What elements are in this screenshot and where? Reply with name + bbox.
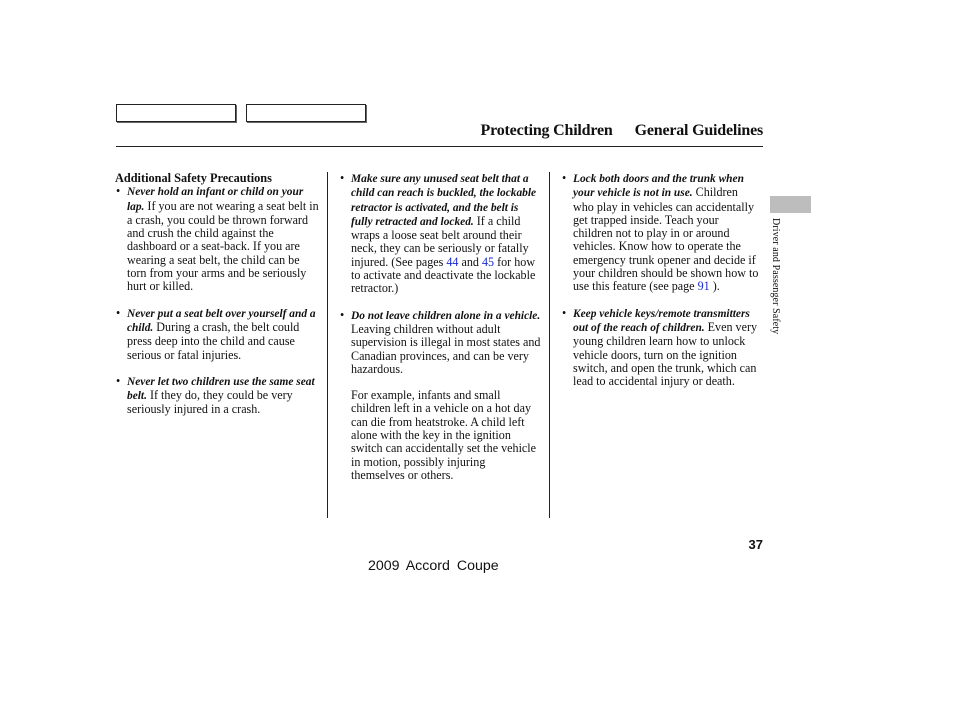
bullet-text: If a child wraps a loose seat belt around their neck, they can be seriously or fatally injured. (See pages [351, 213, 529, 269]
section-tab-label: Driver and Passenger Safety [770, 218, 781, 335]
page-header [430, 122, 763, 140]
bullet-lead: Lock both doors and the trunk when your vehicle is not in use. [573, 173, 744, 200]
bullet-lead: Keep vehicle keys/remote transmitters out of the reach of children. [573, 307, 750, 334]
section-title: Protecting Children [480, 122, 613, 139]
column-3 [561, 172, 761, 388]
bullet-text: Even very young children learn how to unlock vehicle doors, turn on the ignition switch, and open the trunk, which can lead to accidental injury or death. [573, 319, 758, 389]
list-item [561, 307, 761, 389]
bullet-text: and [458, 254, 482, 269]
bullet-text: for how to activate and deactivate the lockable retractor.) [351, 254, 536, 296]
page-link-91[interactable]: 91 [697, 279, 710, 294]
page-link-45[interactable]: 45 [481, 254, 495, 269]
bullet-text: Children who play in vehicles can accidentally get trapped inside. Teach your children not to play in or around vehicles. Know how to operate the emergency trunk opener and decide if your children should be shown how to use this feature (see page [573, 185, 759, 294]
column-2 [339, 172, 541, 482]
bullet-lead: Do not leave children alone in a vehicle. [351, 309, 541, 322]
paragraph: For example, infants and small children left in a vehicle on a hot day can die from heatstroke. A child left alone with the key in the ignition switch can accidentally set the vehicle in motion, possibly injuring themselves or others. [351, 388, 537, 482]
footer-model: 2009 Accord Coupe [368, 558, 499, 574]
section-subtitle: General Guidelines [634, 122, 763, 139]
bullet-text: If you are not wearing a seat belt in a crash, you could be thrown forward and crush the child against the dashboard or a seat-back. If you are wearing a seat belt, the child can be torn from your arms and be seriously hurt or killed. [127, 198, 319, 294]
bullet-text: During a crash, the belt could press deep into the child and cause serious or fatal injuries. [127, 319, 300, 362]
column-1 [115, 172, 320, 417]
bullet-lead: Never put a seat belt over yourself and a child. [127, 307, 316, 334]
next-page-button[interactable] [246, 104, 366, 122]
previous-page-button[interactable] [116, 104, 236, 122]
bullet-lead: Make sure any unused seat belt that a child can reach is buckled, the lockable retractor is activated, and the belt is fully retracted and locked. [351, 173, 537, 228]
list-item [339, 309, 541, 376]
column-divider [327, 172, 328, 518]
list-item [115, 185, 320, 293]
bullet-text: ). [709, 279, 720, 294]
section-heading: Additional Safety Precautions [115, 171, 272, 185]
list-item [561, 172, 761, 294]
bullet-lead: Never hold an infant or child on your lap. [127, 186, 304, 213]
header-divider [116, 146, 763, 147]
page-number: 37 [748, 537, 763, 552]
column-divider [549, 172, 550, 518]
list-item [115, 375, 320, 417]
bullet-text: Leaving children without adult supervision is illegal in most states and Canadian provinces, and can be very hazardous. [351, 321, 541, 376]
page-link-44[interactable]: 44 [446, 254, 459, 269]
bullet-text: If they do, they could be very seriously injured in a crash. [127, 388, 293, 417]
section-tab [770, 196, 811, 213]
list-item [339, 172, 541, 296]
list-item [115, 307, 320, 362]
bullet-lead: Never let two children use the same seat belt. [127, 375, 315, 403]
